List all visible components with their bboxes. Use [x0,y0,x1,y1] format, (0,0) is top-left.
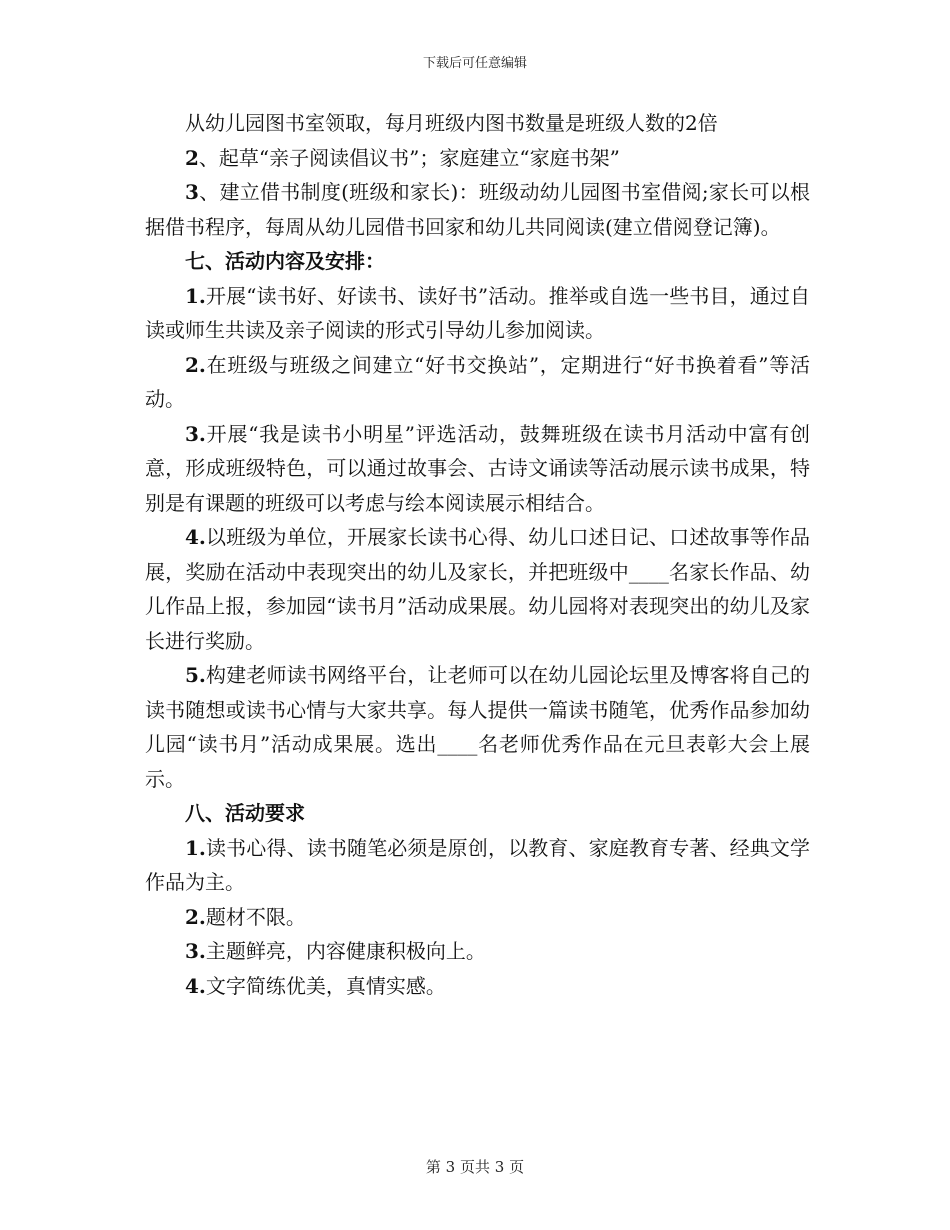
item-number: 4. [185,973,206,998]
item-text: 读书心得、读书随笔必须是原创，以教育、家庭教育专著、经典文学作品为主。 [145,835,810,894]
list-item [145,175,810,244]
paragraph-text: 从幼儿园图书室领取，每月班级内图书数量是班级人数的2倍 [185,111,718,135]
list-item [145,831,810,900]
list-item [145,417,810,521]
section-heading-7: 七、活动内容及安排： [185,249,385,273]
list-item [145,900,810,935]
page-header: 下载后可任意编辑 [422,56,527,71]
paragraph-continuation [145,106,810,141]
item-text: 题材不限。 [205,904,306,929]
item-text: 构建老师读书网络平台，让老师可以在幼儿园论坛里及博客将自己的读书随想或读书心情与大家共享。每人提供一篇读书随笔，优秀作品参加幼儿园“读书月”活动成果展。选出____名老师优秀作品在元旦表彰大会上展示。 [145,663,810,791]
list-item [145,520,810,658]
item-number: 2 [185,145,199,170]
list-item [145,934,810,969]
section-heading-8: 八、活动要求 [185,801,305,825]
document-body [145,106,810,1003]
item-number: 3 [185,180,199,204]
item-number: 1. [185,835,206,860]
item-number: 5. [185,663,206,687]
item-number: 2. [185,352,206,377]
item-text: 、起草“亲子阅读倡议书”；家庭建立“家庭书架” [198,145,620,170]
item-number: 1. [185,283,206,308]
item-text: 开展“读书好、好读书、读好书”活动。推举或自选一些书目，通过自读或师生共读及亲子阅读的形式引导幼儿参加阅读。 [145,283,810,342]
item-number: 3. [185,939,206,963]
item-number: 3. [185,421,206,446]
item-text: 开展“我是读书小明星”评选活动，鼓舞班级在读书月活动中富有创意，形成班级特色，可以通过故事会、古诗文诵读等活动展示读书成果，特别是有课题的班级可以考虑与绘本阅读展示相结合。 [145,421,810,515]
item-number: 4. [185,525,206,549]
list-item [145,658,810,796]
item-text: 主题鲜亮，内容健康积极向上。 [205,939,486,963]
item-number: 2. [185,904,206,929]
list-item [145,969,810,1004]
list-item [145,348,810,417]
item-text: 以班级为单位，开展家长读书心得、幼儿口述日记、口述故事等作品展，奖励在活动中表现突出的幼儿及家长，并把班级中____名家长作品、幼儿作品上报，参加园“读书月”活动成果展。幼儿园将对表现突出的幼儿及家长进行奖励。 [145,525,810,653]
item-text: 在班级与班级之间建立“好书交换站”，定期进行“好书换着看”等活动。 [145,352,810,411]
item-text: 文字简练优美，真情实感。 [205,973,446,998]
list-item [145,279,810,348]
list-item [145,141,810,176]
item-text: 、建立借书制度(班级和家长)：班级动幼儿园图书室借阅;家长可以根据借书程序，每周从幼儿园借书回家和幼儿共同阅读(建立借阅登记簿)。 [145,180,810,239]
page-footer: 第 3 页共 3 页 [425,1158,525,1176]
